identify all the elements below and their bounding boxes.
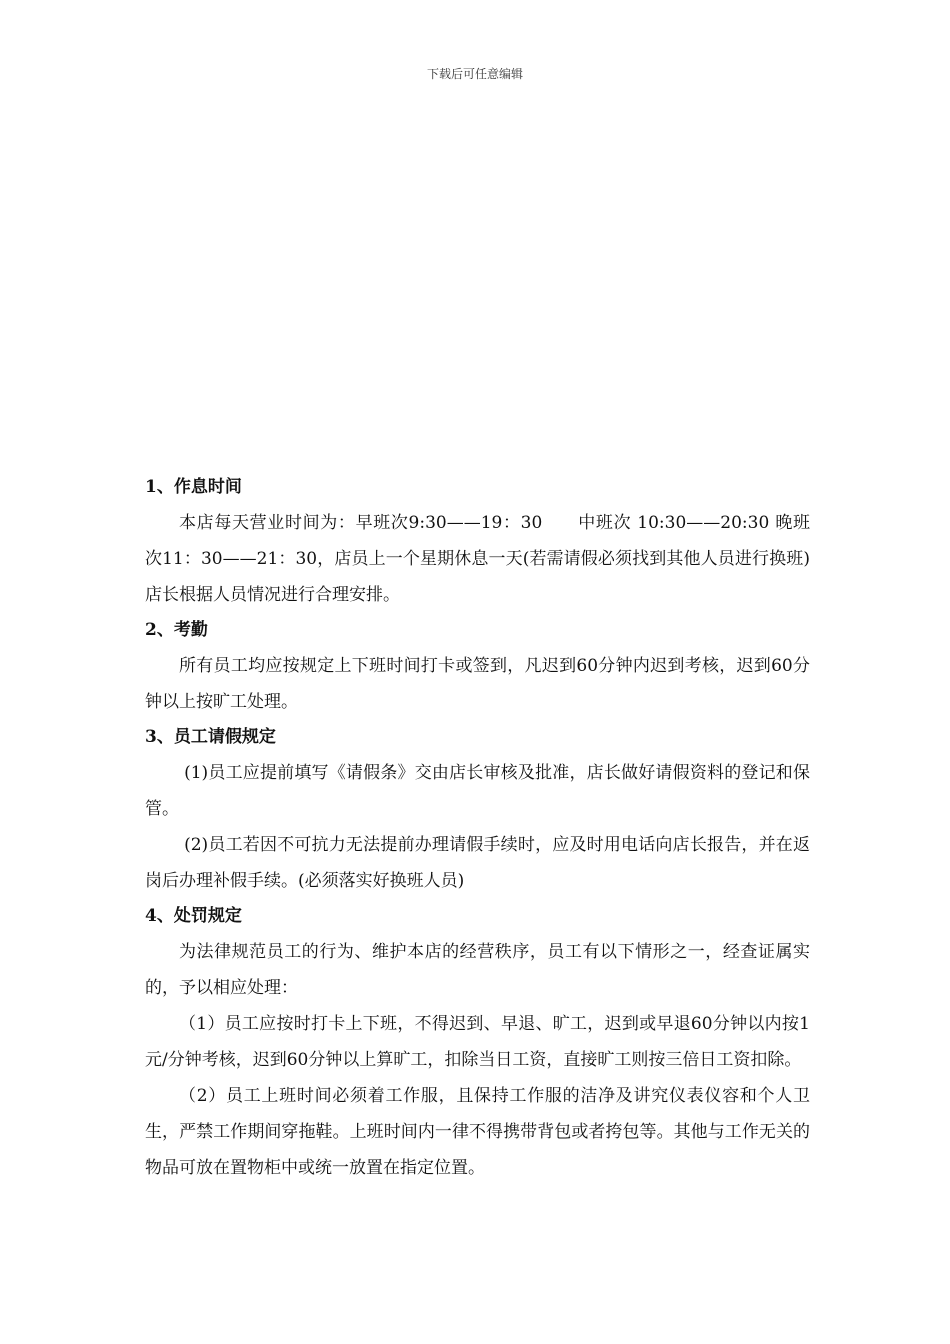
document-body (145, 470, 810, 1186)
section-leave-rules (145, 720, 810, 899)
section-heading: 4、处罚规定 (145, 906, 242, 926)
section-heading: 2、考勤 (145, 620, 208, 640)
section-schedule (145, 470, 810, 613)
paragraph: 本店每天营业时间为：早班次9:30——19：30 中班次 10:30——20:30 晚班次11：30——21：30，店员上一个星期休息一天(若需请假必须找到其他人员进行换班)店长根据人员情况进行合理安排。 (145, 513, 810, 605)
paragraph: (1)员工应提前填写《请假条》交由店长审核及批准，店长做好请假资料的登记和保管。 (145, 763, 810, 819)
section-attendance (145, 613, 810, 720)
paragraph: （2）员工上班时间必须着工作服，且保持工作服的洁净及讲究仪表仪容和个人卫生，严禁工作期间穿拖鞋。上班时间内一律不得携带背包或者挎包等。其他与工作无关的物品可放在置物柜中或统一放置在指定位置。 (145, 1086, 810, 1178)
section-heading: 3、员工请假规定 (145, 727, 276, 747)
section-penalties (145, 899, 810, 1186)
paragraph: 为法律规范员工的行为、维护本店的经营秩序，员工有以下情形之一，经查证属实的，予以相应处理： (145, 942, 810, 998)
header-note: 下载后可任意编辑 (426, 67, 523, 81)
paragraph: 所有员工均应按规定上下班时间打卡或签到，凡迟到60分钟内迟到考核，迟到60分钟以上按旷工处理。 (145, 656, 810, 712)
section-heading: 1、作息时间 (145, 477, 242, 497)
paragraph: （1）员工应按时打卡上下班，不得迟到、早退、旷工，迟到或早退60分钟以内按1元/分钟考核，迟到60分钟以上算旷工，扣除当日工资，直接旷工则按三倍日工资扣除。 (145, 1014, 810, 1070)
paragraph: (2)员工若因不可抗力无法提前办理请假手续时，应及时用电话向店长报告，并在返岗后办理补假手续。(必须落实好换班人员) (145, 835, 810, 891)
